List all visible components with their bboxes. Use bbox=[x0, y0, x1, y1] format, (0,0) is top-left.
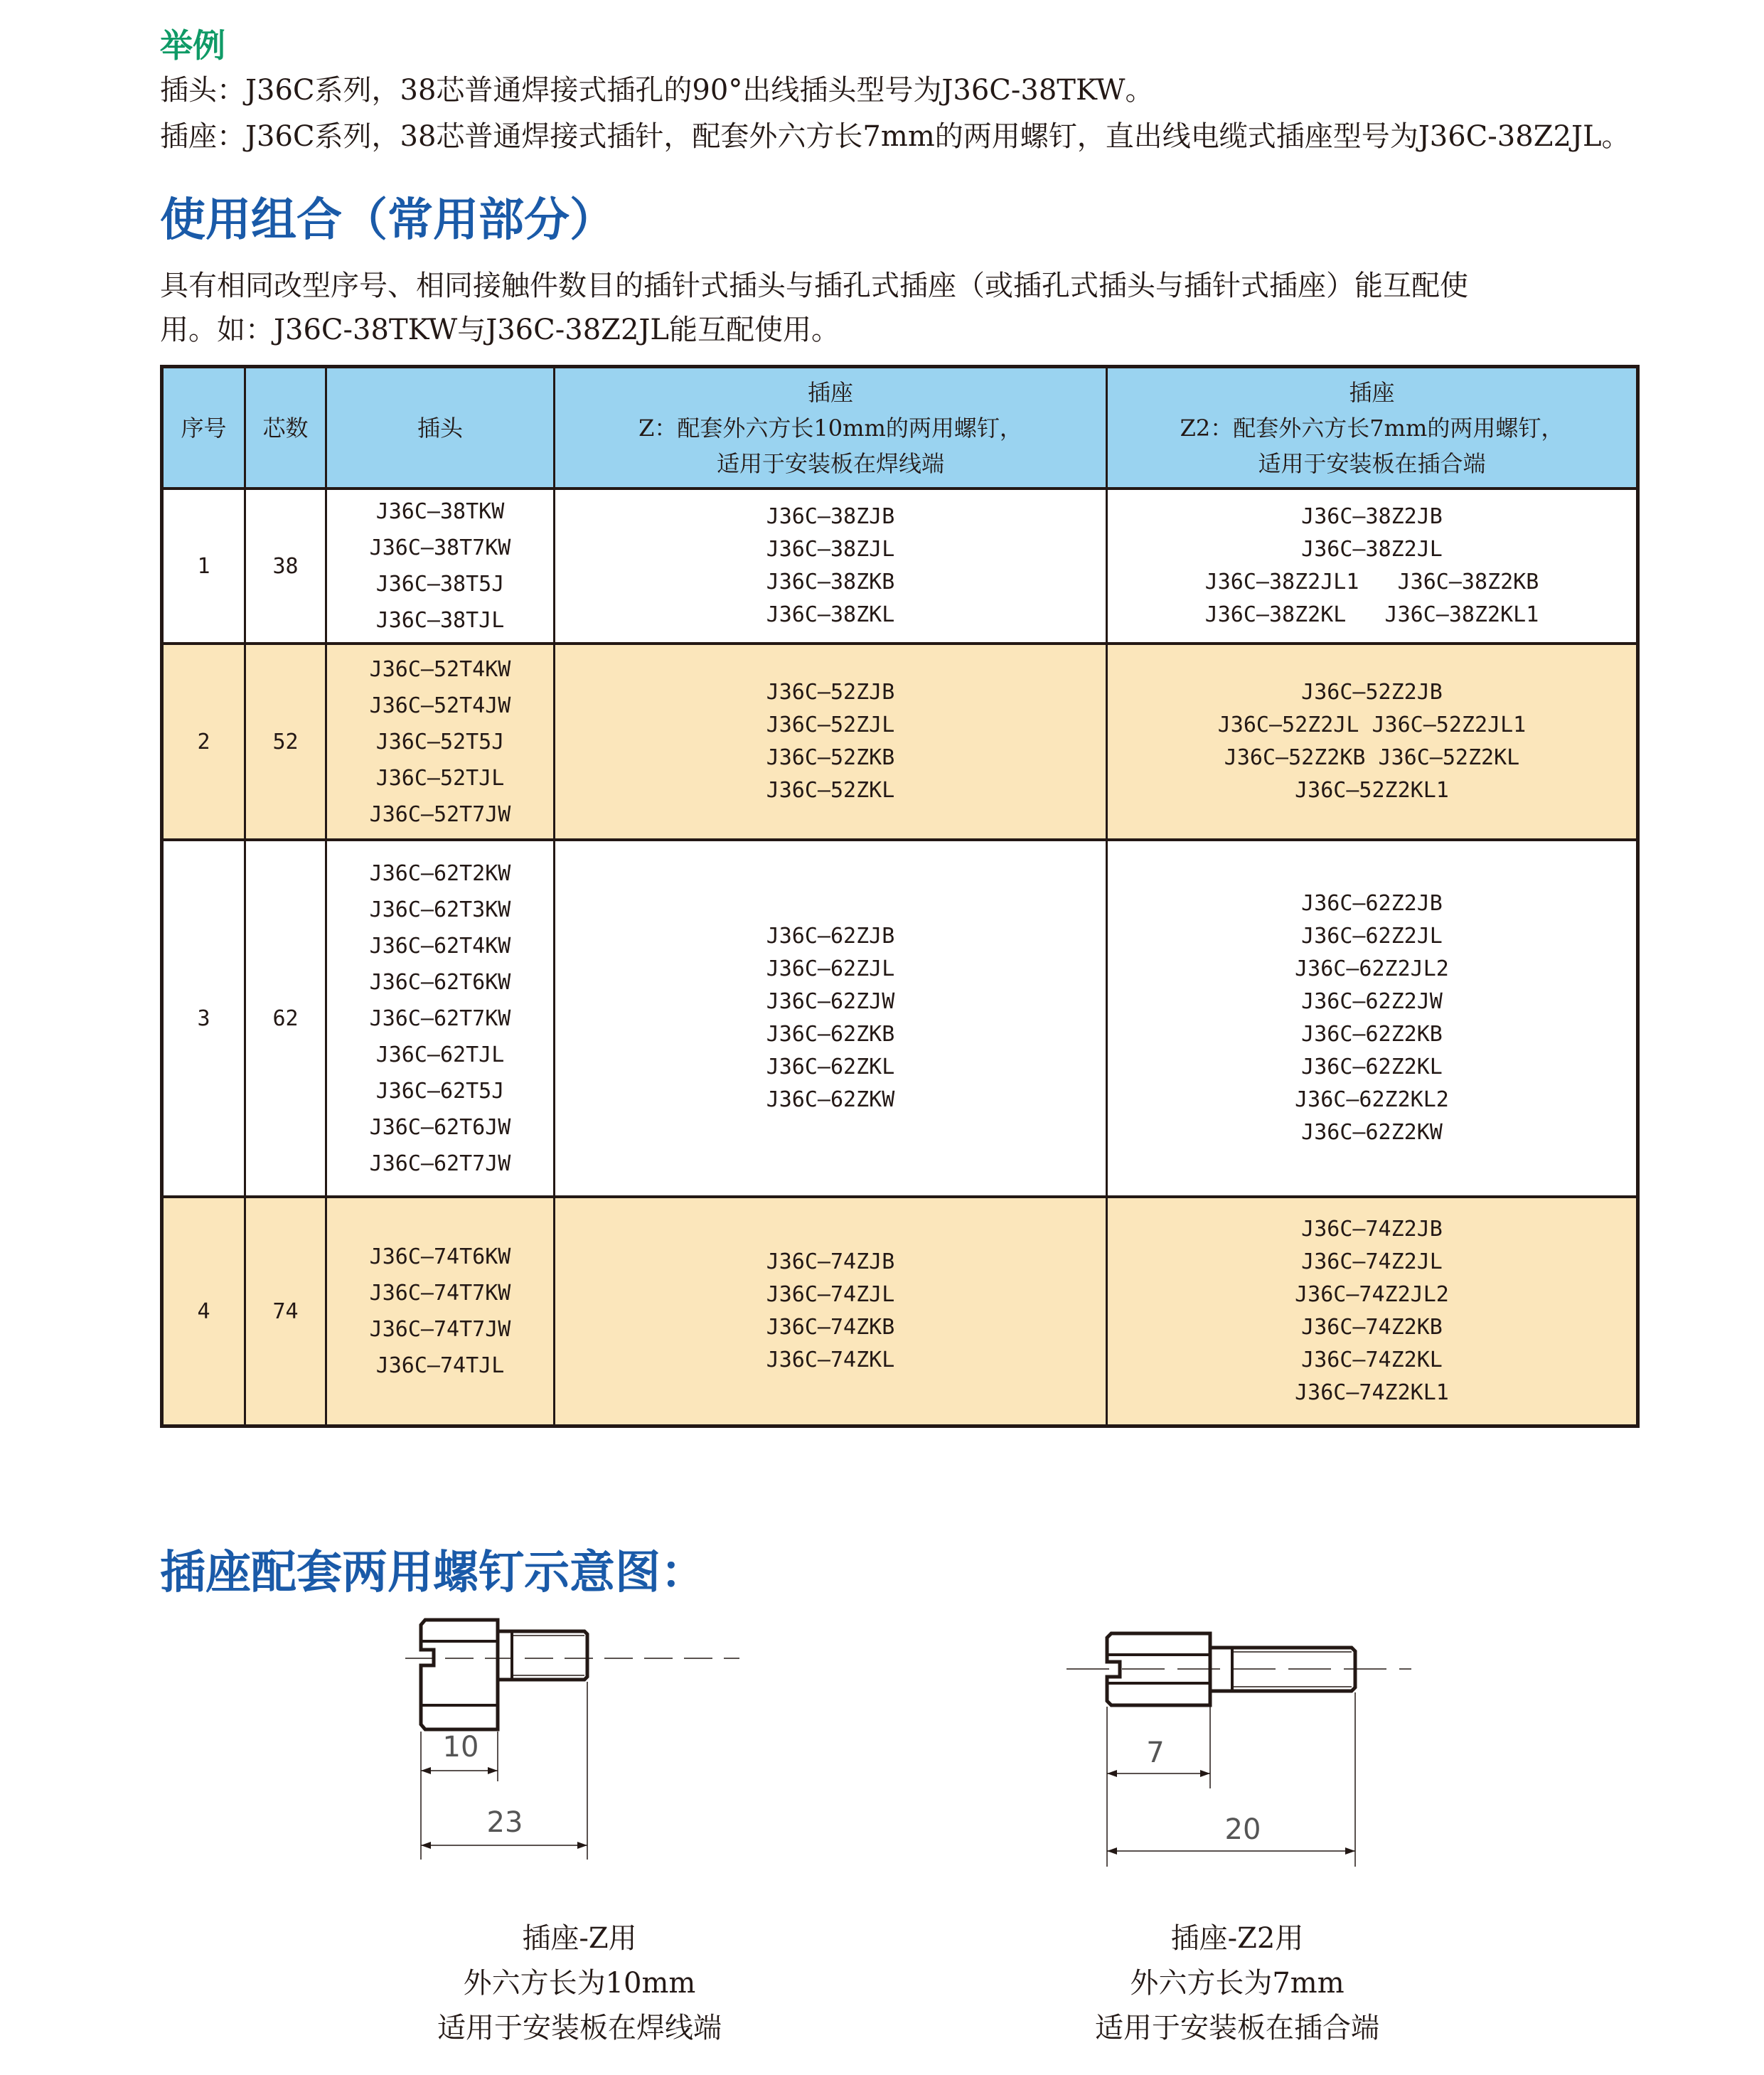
model-number: J36C—74Z2KL bbox=[1301, 1348, 1443, 1372]
model-number: J36C—62ZKW bbox=[766, 1087, 895, 1112]
table-header-row bbox=[164, 368, 1636, 487]
model-number: J36C—62Z2JL2 bbox=[1295, 956, 1449, 981]
cell-socket-z-models bbox=[553, 490, 1106, 642]
caption-z2 bbox=[1059, 1916, 1415, 2051]
cell-socket-z2-models bbox=[1106, 490, 1636, 642]
model-number: J36C—62Z2KW bbox=[1301, 1120, 1443, 1145]
seq-value: 1 bbox=[197, 553, 210, 579]
cell-socket-z-models bbox=[553, 841, 1106, 1195]
model-number: J36C—62ZJB bbox=[766, 924, 895, 949]
table-row bbox=[164, 1195, 1636, 1424]
cell-plug-models bbox=[325, 645, 553, 838]
caption-z2-line3: 适用于安装板在插合端 bbox=[1095, 2012, 1379, 2044]
model-number: J36C—62T6JW bbox=[369, 1114, 511, 1140]
cores-value: 62 bbox=[272, 1006, 299, 1031]
header-plug: 插头 bbox=[325, 368, 553, 487]
model-number: J36C—38Z2JB bbox=[1301, 504, 1443, 529]
model-number: J36C—62T2KW bbox=[369, 860, 511, 886]
model-number: J36C—74Z2KB bbox=[1301, 1315, 1443, 1340]
cores-value: 38 bbox=[272, 553, 299, 579]
model-number: J36C—62ZJW bbox=[766, 989, 895, 1014]
seq-value: 3 bbox=[197, 1006, 210, 1031]
example-plug-line: 插头：J36C系列，38芯普通焊接式插孔的90°出线插头型号为J36C-38TKW。 bbox=[160, 74, 1154, 107]
cell-seq bbox=[164, 490, 244, 642]
model-number: J36C—62T5J bbox=[375, 1078, 505, 1104]
cell-cores bbox=[244, 645, 325, 838]
cell-cores bbox=[244, 841, 325, 1195]
cell-seq bbox=[164, 841, 244, 1195]
cell-socket-z2-models bbox=[1106, 841, 1636, 1195]
model-number: J36C—62T3KW bbox=[369, 897, 511, 922]
model-number: J36C—52Z2JL J36C—52Z2JL1 bbox=[1217, 713, 1527, 737]
model-number: J36C—38Z2KL J36C—38Z2KL1 bbox=[1204, 602, 1539, 627]
combination-para-line2: 用。如：J36C-38TKW与J36C-38Z2JL能互配使用。 bbox=[160, 314, 840, 346]
seq-value: 4 bbox=[197, 1298, 210, 1324]
caption-z bbox=[402, 1916, 757, 2051]
screw-diagram-z bbox=[398, 1614, 768, 1870]
screw-hex-head bbox=[421, 1620, 498, 1729]
dim-hex-label: 10 bbox=[442, 1731, 479, 1764]
cores-value: 52 bbox=[272, 729, 299, 754]
model-number: J36C—52TJL bbox=[375, 765, 505, 791]
header-seq: 序号 bbox=[181, 414, 227, 442]
model-number: J36C—62T7KW bbox=[369, 1006, 511, 1031]
table-body bbox=[164, 487, 1636, 1424]
model-number: J36C—74Z2JB bbox=[1301, 1217, 1443, 1242]
model-number: J36C—38T5J bbox=[375, 572, 505, 597]
diagram-heading: 插座配套两用螺钉示意图： bbox=[160, 1546, 706, 1599]
combination-table bbox=[160, 365, 1640, 1428]
dim-hex-label: 7 bbox=[1146, 1737, 1165, 1769]
seq-value: 2 bbox=[197, 729, 210, 754]
caption-z-line2: 外六方长为10mm bbox=[463, 1967, 696, 2000]
caption-z-line1: 插座-Z用 bbox=[522, 1922, 637, 1955]
model-number: J36C—52Z2JB bbox=[1301, 680, 1443, 705]
cell-cores bbox=[244, 1198, 325, 1424]
combination-para-line1: 具有相同改型序号、相同接触件数目的插针式插头与插孔式插座（或插孔式插头与插针式插座）能互配使 bbox=[160, 270, 1468, 302]
model-number: J36C—52ZJL bbox=[766, 713, 895, 737]
model-number: J36C—52ZJB bbox=[766, 680, 895, 705]
model-number: J36C—38TJL bbox=[375, 608, 505, 633]
dim-total-label: 20 bbox=[1224, 1813, 1261, 1846]
model-number: J36C—74Z2KL1 bbox=[1295, 1380, 1449, 1405]
header-socket-z2: 插座 Z2：配套外六方长7mm的两用螺钉， 适用于安装板在插合端 bbox=[1106, 368, 1636, 487]
model-number: J36C—62T6KW bbox=[369, 969, 511, 995]
example-socket-line: 插座：J36C系列，38芯普通焊接式插针，配套外六方长7mm的两用螺钉，直出线电缆式插座型号为J36C-38Z2JL。 bbox=[160, 120, 1630, 153]
model-number: J36C—74ZKB bbox=[766, 1315, 895, 1340]
model-number: J36C—52T4JW bbox=[369, 693, 511, 718]
model-number: J36C—62Z2KL bbox=[1301, 1055, 1443, 1079]
model-number: J36C—74ZJL bbox=[766, 1282, 895, 1307]
model-number: J36C—74ZJB bbox=[766, 1249, 895, 1274]
model-number: J36C—52Z2KL1 bbox=[1295, 778, 1449, 803]
model-number: J36C—38ZJB bbox=[766, 504, 895, 529]
model-number: J36C—74T7JW bbox=[369, 1317, 511, 1342]
model-number: J36C—38Z2JL1 J36C—38Z2KB bbox=[1204, 570, 1539, 594]
table-row bbox=[164, 642, 1636, 838]
model-number: J36C—74Z2JL bbox=[1301, 1249, 1443, 1274]
model-number: J36C—74T6KW bbox=[369, 1244, 511, 1269]
model-number: J36C—62Z2JB bbox=[1301, 891, 1443, 916]
model-number: J36C—38ZJL bbox=[766, 537, 895, 562]
model-number: J36C—74TJL bbox=[375, 1353, 505, 1378]
model-number: J36C—62Z2KL2 bbox=[1295, 1087, 1449, 1112]
model-number: J36C—62Z2JL bbox=[1301, 924, 1443, 949]
model-number: J36C—38T7KW bbox=[369, 535, 511, 560]
cell-socket-z-models bbox=[553, 645, 1106, 838]
model-number: J36C—52T7JW bbox=[369, 801, 511, 827]
model-number: J36C—52T4KW bbox=[369, 656, 511, 682]
cores-value: 74 bbox=[272, 1298, 299, 1324]
model-number: J36C—38Z2JL bbox=[1301, 537, 1443, 562]
caption-z2-line2: 外六方长为7mm bbox=[1130, 1967, 1345, 2000]
model-number: J36C—62T4KW bbox=[369, 933, 511, 959]
header-cores: 芯数 bbox=[244, 368, 325, 487]
model-number: J36C—62Z2JW bbox=[1301, 989, 1443, 1014]
dim-total-label: 23 bbox=[486, 1806, 523, 1839]
combination-heading: 使用组合（常用部分） bbox=[160, 193, 615, 247]
model-number: J36C—52Z2KB J36C—52Z2KL bbox=[1224, 745, 1520, 770]
caption-z2-line1: 插座-Z2用 bbox=[1170, 1922, 1304, 1955]
model-number: J36C—62ZKB bbox=[766, 1022, 895, 1047]
cell-socket-z-models bbox=[553, 1198, 1106, 1424]
model-number: J36C—38ZKB bbox=[766, 570, 895, 594]
model-number: J36C—62ZJL bbox=[766, 956, 895, 981]
model-number: J36C—62T7JW bbox=[369, 1151, 511, 1176]
caption-z-line3: 适用于安装板在焊线端 bbox=[437, 2012, 722, 2044]
model-number: J36C—52ZKB bbox=[766, 745, 895, 770]
model-number: J36C—52ZKL bbox=[766, 778, 895, 803]
example-title: 举例 bbox=[160, 26, 225, 65]
table-row bbox=[164, 487, 1636, 642]
screw-diagram-z2 bbox=[1063, 1614, 1433, 1870]
cell-socket-z2-models bbox=[1106, 1198, 1636, 1424]
cell-plug-models bbox=[325, 490, 553, 642]
cell-seq bbox=[164, 1198, 244, 1424]
model-number: J36C—74Z2JL2 bbox=[1295, 1282, 1449, 1307]
model-number: J36C—38TKW bbox=[375, 499, 505, 524]
model-number: J36C—38ZKL bbox=[766, 602, 895, 627]
cell-plug-models bbox=[325, 1198, 553, 1424]
cell-socket-z2-models bbox=[1106, 645, 1636, 838]
cell-cores bbox=[244, 490, 325, 642]
cell-seq bbox=[164, 645, 244, 838]
model-number: J36C—62TJL bbox=[375, 1042, 505, 1067]
cell-plug-models bbox=[325, 841, 553, 1195]
model-number: J36C—74ZKL bbox=[766, 1348, 895, 1372]
model-number: J36C—62ZKL bbox=[766, 1055, 895, 1079]
model-number: J36C—74T7KW bbox=[369, 1281, 511, 1306]
header-socket-z: 插座 Z：配套外六方长10mm的两用螺钉， 适用于安装板在焊线端 bbox=[553, 368, 1106, 487]
model-number: J36C—52T5J bbox=[375, 729, 505, 754]
model-number: J36C—62Z2KB bbox=[1301, 1022, 1443, 1047]
table-row bbox=[164, 838, 1636, 1195]
